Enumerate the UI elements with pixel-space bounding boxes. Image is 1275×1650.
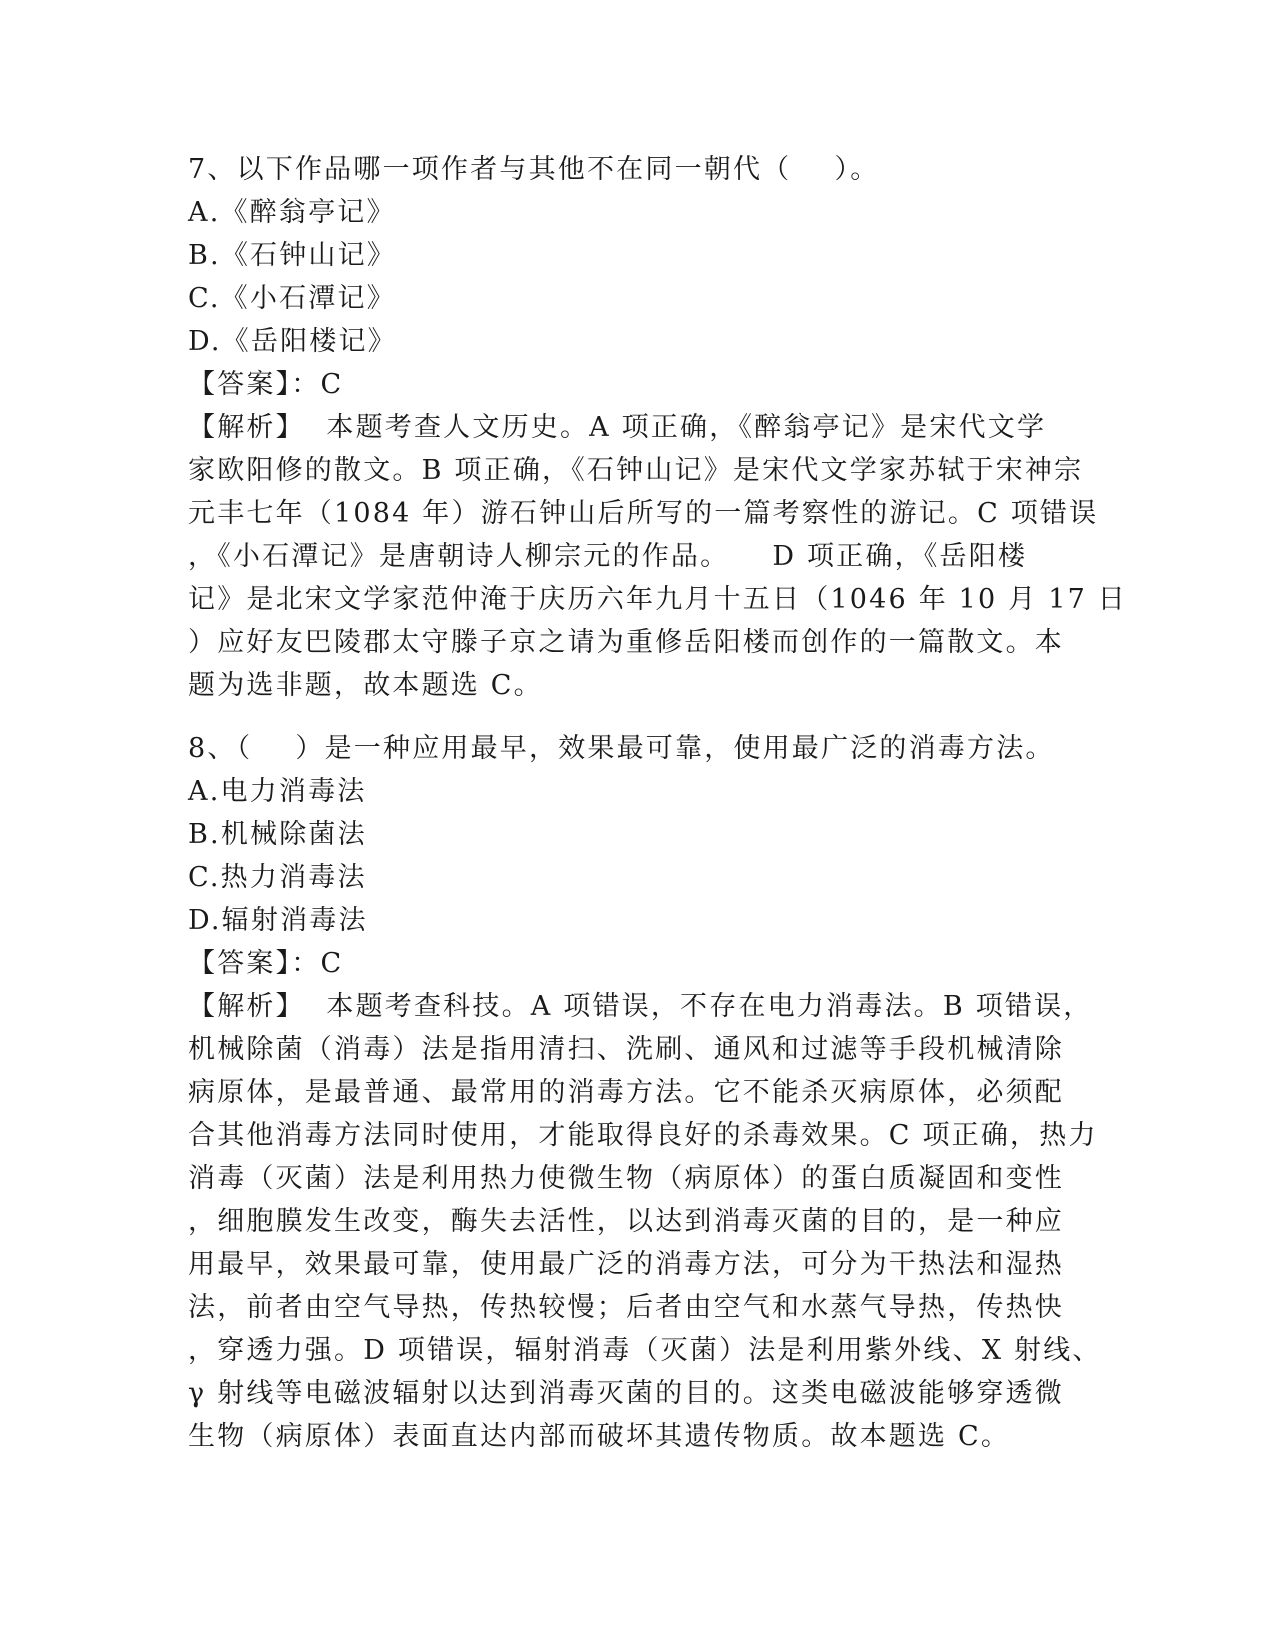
analysis-line: 【解析】 本题考查人文历史。A 项正确，《醉翁亭记》是宋代文学: [188, 412, 1047, 443]
analysis-line: ，穿透力强。D 项错误，辐射消毒（灭菌）法是利用紫外线、X 射线、: [188, 1335, 1102, 1366]
analysis-line: 消毒（灭菌）法是利用热力使微生物（病原体）的蛋白质凝固和变性: [188, 1163, 1064, 1194]
analysis-line: 用最早，效果最可靠，使用最广泛的消毒方法，可分为干热法和湿热: [188, 1249, 1064, 1280]
option-b: B.《石钟山记》: [188, 240, 397, 271]
option-a: A.电力消毒法: [188, 776, 367, 807]
question-spacer: [188, 707, 1068, 727]
answer-line: 【答案】：C: [188, 948, 344, 979]
option-a: A.《醉翁亭记》: [188, 197, 396, 228]
question-7: [188, 148, 1127, 707]
question-8: [188, 727, 1102, 1458]
option-c: C.《小石潭记》: [188, 283, 396, 314]
question-stem: 8、（ ）是一种应用最早，效果最可靠，使用最广泛的消毒方法。: [188, 733, 1055, 764]
option-b: B.机械除菌法: [188, 819, 367, 850]
analysis-line: 生物（病原体）表面直达内部而破坏其遗传物质。故本题选 C。: [188, 1421, 1011, 1452]
analysis-line: 元丰七年（1084 年）游石钟山后所写的一篇考察性的游记。C 项错误: [188, 498, 1099, 529]
analysis-line: γ 射线等电磁波辐射以达到消毒灭菌的目的。这类电磁波能够穿透微: [188, 1378, 1064, 1409]
option-d: D.《岳阳楼记》: [188, 326, 397, 357]
analysis-line: ）应好友巴陵郡太守滕子京之请为重修岳阳楼而创作的一篇散文。本: [188, 627, 1064, 658]
analysis-line: ，《小石潭记》是唐朝诗人柳宗元的作品。 D 项正确，《岳阳楼: [188, 541, 1028, 572]
analysis-line: 【解析】 本题考查科技。A 项错误，不存在电力消毒法。B 项错误，: [188, 991, 1093, 1022]
analysis-line: 机械除菌（消毒）法是指用清扫、洗刷、通风和过滤等手段机械清除: [188, 1034, 1064, 1065]
analysis-line: 题为选非题，故本题选 C。: [188, 670, 543, 701]
document-page: [188, 148, 1127, 1458]
analysis-line: ，细胞膜发生改变，酶失去活性，以达到消毒灭菌的目的，是一种应: [188, 1206, 1064, 1237]
option-d: D.辐射消毒法: [188, 905, 368, 936]
analysis-line: 记》是北宋文学家范仲淹于庆历六年九月十五日（1046 年 10 月 17 日: [188, 584, 1127, 615]
option-c: C.热力消毒法: [188, 862, 367, 893]
analysis-line: 合其他消毒方法同时使用，才能取得良好的杀毒效果。C 项正确，热力: [188, 1120, 1098, 1151]
analysis-line: 家欧阳修的散文。B 项正确，《石钟山记》是宋代文学家苏轼于宋神宗: [188, 455, 1084, 486]
answer-line: 【答案】：C: [188, 369, 344, 400]
analysis-line: 病原体，是最普通、最常用的消毒方法。它不能杀灭病原体，必须配: [188, 1077, 1064, 1108]
question-stem: 7、以下作品哪一项作者与其他不在同一朝代（ ）。: [188, 154, 880, 185]
analysis-line: 法，前者由空气导热，传热较慢；后者由空气和水蒸气导热，传热快: [188, 1292, 1064, 1323]
